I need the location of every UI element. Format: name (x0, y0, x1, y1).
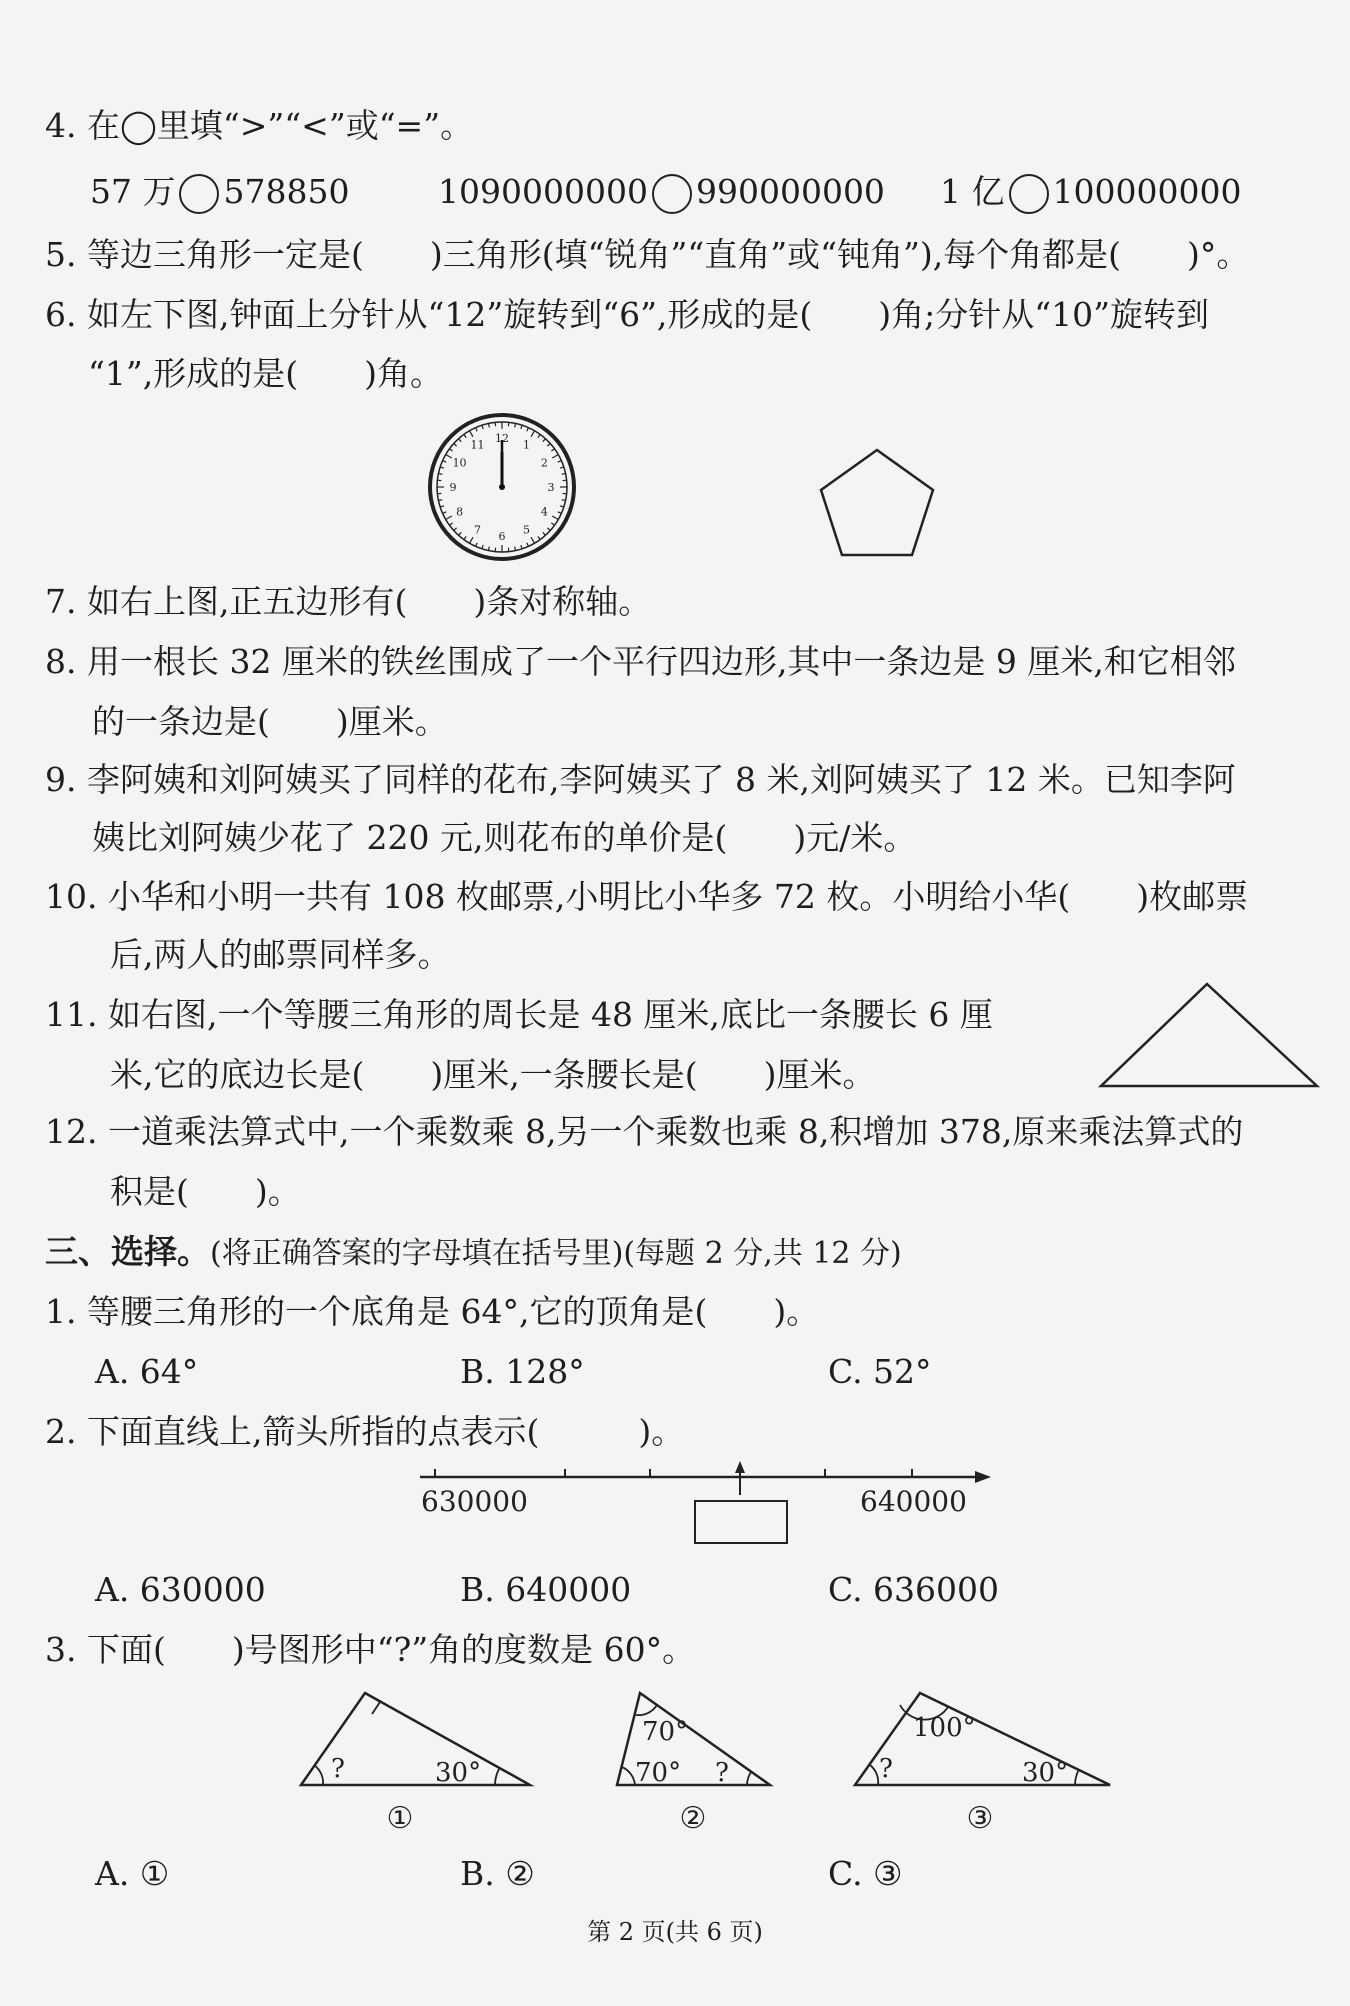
t2-left-angle: 70° (635, 1758, 682, 1788)
q4-a-left: 57 万 (90, 172, 176, 211)
c1-option-c[interactable]: C. 52° (828, 1352, 932, 1391)
q12-line1: 12. 一道乘法算式中,一个乘数乘 8,另一个乘数也乘 8,积增加 378,原来乘法算式的 (45, 1112, 1244, 1151)
t1-angle: 30° (435, 1758, 482, 1788)
q8-line1: 8. 用一根长 32 厘米的铁丝围成了一个平行四边形,其中一条边是 9 厘米,和它相邻 (45, 642, 1236, 681)
c3-option-b[interactable]: B. ② (460, 1854, 535, 1893)
q10-line1: 10. 小华和小明一共有 108 枚邮票,小明比小华多 72 枚。小明给小华( )枚邮票 (45, 877, 1249, 916)
q8-line2: 的一条边是( )厘米。 (92, 702, 448, 741)
c1-option-b[interactable]: B. 128° (460, 1352, 585, 1391)
c1-option-a[interactable]: A. 64° (95, 1352, 199, 1391)
q11-line2: 米,它的底边长是( )厘米,一条腰长是( )厘米。 (110, 1055, 876, 1094)
number-line-label-right: 640000 (860, 1485, 967, 1518)
page-footer: 第 2 页(共 6 页) (587, 1918, 763, 1946)
clock-numeral: 5 (523, 523, 530, 537)
q4-b-left: 1090000000 (438, 172, 648, 211)
t3-question: ? (879, 1754, 893, 1784)
q4-compare-b (438, 172, 885, 214)
c2-option-a[interactable]: A. 630000 (95, 1570, 266, 1609)
q11-line1: 11. 如右图,一个等腰三角形的周长是 48 厘米,底比一条腰长 6 厘 (45, 995, 993, 1034)
section3-heading (45, 1232, 902, 1274)
triangle-1 (301, 1693, 530, 1836)
q4-a-circle[interactable] (179, 174, 219, 214)
t2-question: ? (715, 1758, 729, 1788)
q6-line1: 6. 如左下图,钟面上分针从“12”旋转到“6”,形成的是( )角;分针从“10”旋转到 (45, 295, 1210, 334)
clock-numeral: 4 (540, 505, 548, 519)
c1-stem: 1. 等腰三角形的一个底角是 64°,它的顶角是( )。 (45, 1292, 820, 1331)
number-line-answer-box (695, 1501, 787, 1543)
clock-figure (425, 410, 580, 565)
q4-a-right: 578850 (223, 172, 350, 211)
clock-numeral: 2 (540, 456, 548, 470)
c3-stem: 3. 下面( )号图形中“?”角的度数是 60°。 (45, 1630, 696, 1669)
c2-option-b[interactable]: B. 640000 (460, 1570, 632, 1609)
t3-angle: 30° (1022, 1758, 1069, 1788)
q4-b-right: 990000000 (695, 172, 885, 211)
number-line-label-left: 630000 (421, 1485, 528, 1518)
q10-line2: 后,两人的邮票同样多。 (110, 935, 451, 974)
isosceles-triangle-figure (1095, 978, 1325, 1093)
clock-numeral: 8 (456, 505, 464, 519)
clock-numeral: 9 (449, 481, 457, 494)
c3-triangles-figure (295, 1685, 1125, 1840)
clock-numeral: 1 (523, 438, 530, 452)
section3-note: (将正确答案的字母填在括号里)(每题 2 分,共 12 分) (210, 1236, 902, 1271)
number-line-figure (415, 1455, 995, 1550)
q4-title: 4. 在◯里填“>”“<”或“=”。 (45, 106, 474, 145)
clock-numeral: 10 (452, 456, 467, 470)
c2-option-c[interactable]: C. 636000 (828, 1570, 1000, 1609)
t1-number: ① (386, 1801, 414, 1836)
q12-line2: 积是( )。 (110, 1172, 301, 1211)
t3-number: ③ (966, 1801, 994, 1836)
q9-line1: 9. 李阿姨和刘阿姨买了同样的花布,李阿姨买了 8 米,刘阿姨买了 12 米。已知李阿 (45, 760, 1236, 799)
c2-stem: 2. 下面直线上,箭头所指的点表示( )。 (45, 1412, 685, 1451)
t1-question: ? (331, 1754, 345, 1784)
q4-b-circle[interactable] (652, 174, 692, 214)
t3-top-angle: 100° (913, 1713, 976, 1743)
q4-compare-row (90, 172, 349, 214)
triangle-3 (855, 1693, 1110, 1836)
section3-title: 三、选择。 (45, 1232, 210, 1271)
pentagon-figure (815, 445, 940, 563)
q4-c-left: 1 亿 (940, 172, 1005, 211)
q7: 7. 如右上图,正五边形有( )条对称轴。 (45, 582, 652, 621)
t2-top-angle: 70° (642, 1717, 689, 1747)
triangle-2 (617, 1693, 770, 1836)
q5: 5. 等边三角形一定是( )三角形(填“锐角”“直角”或“钝角”),每个角都是( )°。 (45, 235, 1250, 274)
clock-numeral: 6 (498, 530, 506, 543)
clock-numeral: 12 (495, 432, 509, 445)
clock-numeral: 3 (547, 481, 555, 494)
q4-c-right: 100000000 (1052, 172, 1242, 211)
c3-option-a[interactable]: A. ① (95, 1854, 170, 1893)
q9-line2: 姨比刘阿姨少花了 220 元,则花布的单价是( )元/米。 (92, 818, 917, 857)
c3-option-c[interactable]: C. ③ (828, 1854, 903, 1893)
t2-number: ② (679, 1801, 707, 1836)
q4-compare-c (940, 172, 1241, 214)
q4-c-circle[interactable] (1009, 174, 1049, 214)
clock-numeral: 11 (470, 438, 485, 452)
q6-line2: “1”,形成的是( )角。 (88, 354, 443, 393)
clock-numeral: 7 (474, 523, 481, 537)
